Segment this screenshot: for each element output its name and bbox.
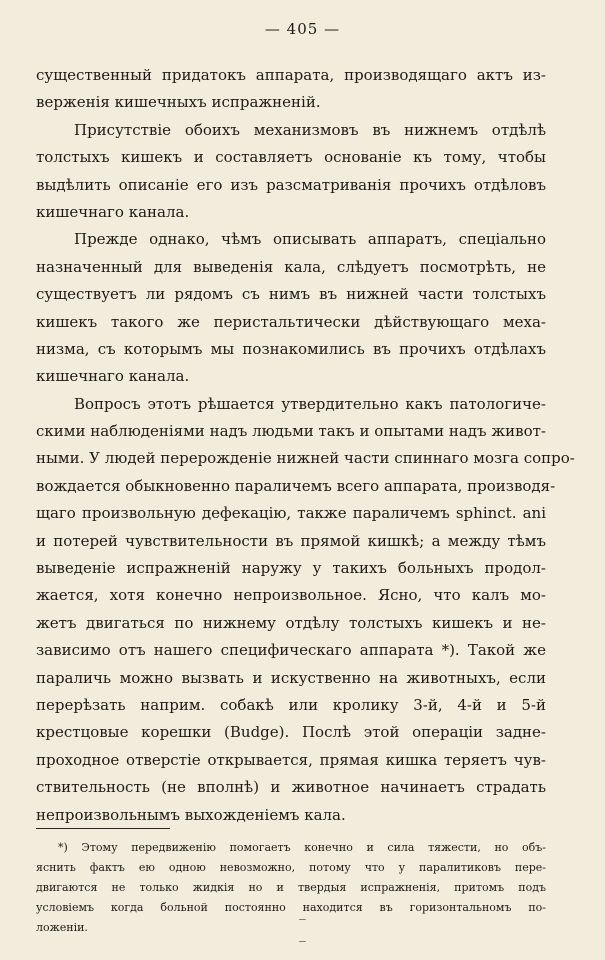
paragraph-start-line: Присутствіе обоихъ механизмовъ въ нижнемъ отдѣлѣ — [74, 120, 546, 139]
page-number: — 405 — — [264, 20, 341, 38]
text-line: толстыхъ кишекъ и составляетъ основаніе къ тому, чтобы — [36, 148, 546, 167]
footnote-line: ложеніи. — [36, 921, 88, 934]
text-line: ными. У людей перерожденіе нижней части спиннаго мозга сопро- — [36, 449, 575, 468]
footnote-line: *) Этому передвиженію помогаетъ конечно и сила тяжести, но объ- — [58, 841, 546, 854]
text-line: скими наблюденіями надъ людьми такъ и опытами надъ живот- — [36, 422, 546, 441]
text-line: кишекъ такого же перистальтически дѣйствующаго меха- — [36, 312, 546, 331]
text-line: кишечнаго канала. — [36, 202, 190, 221]
text-line: непроизвольнымъ выхожденіемъ кала. — [36, 805, 346, 824]
main-text — [36, 62, 575, 829]
text-line: жается, хотя конечно непроизвольное. Ясно, что калъ мо- — [36, 586, 546, 605]
text-line: низма, съ которымъ мы познакомились въ прочихъ отдѣлахъ — [36, 339, 546, 358]
footnote-divider — [36, 828, 170, 829]
footnote-line: условіемъ когда больной постоянно находится въ горизонтальномъ по- — [36, 901, 546, 914]
text-line: жетъ двигаться по нижнему отдѣлу толстыхъ кишекъ и не- — [36, 613, 546, 632]
text-line: крестцовые корешки (Budge). Послѣ этой операціи задне- — [36, 723, 546, 742]
text-line: назначенный для выведенія кала, слѣдуетъ посмотрѣть, не — [36, 257, 546, 276]
footnote-line: яснить фактъ ею одною невозможно, потому что у паралитиковъ пере- — [36, 861, 546, 874]
text-line: выведеніе испражненій наружу у такихъ больныхъ продол- — [36, 559, 546, 578]
bottom-ornament-mark: ‒ — [298, 912, 307, 926]
footnote-line: двигаются не только жидкія но и твердыя испражненія, притомъ подъ — [36, 881, 546, 894]
text-line: существуетъ ли рядомъ съ нимъ въ нижней части толстыхъ — [36, 285, 546, 304]
text-line: существенный придатокъ аппарата, производящаго актъ из- — [36, 66, 546, 84]
text-line: проходное отверстіе открывается, прямая кишка теряетъ чув- — [36, 750, 546, 769]
text-line: зависимо отъ нашего специфическаго аппарата *). Такой же — [36, 641, 546, 660]
text-line: вождается обыкновенно параличемъ всего аппарата, производя- — [36, 476, 556, 495]
paragraph-start-line: Вопросъ этотъ рѣшается утвердительно какъ патологиче- — [74, 394, 546, 413]
text-line: ствительность (не вполнѣ) и животное начинаетъ страдать — [36, 778, 546, 797]
text-line: кишечнаго канала. — [36, 367, 190, 386]
text-line: и потерей чувствительности въ прямой кишкѣ; а между тѣмъ — [36, 531, 546, 550]
bottom-ornament-mark-lower: ‒ — [298, 934, 307, 948]
text-line: выдѣлить описаніе его изъ разсматриванія прочихъ отдѣловъ — [36, 175, 546, 194]
text-line: параличь можно вызвать и искуственно на животныхъ, если — [36, 668, 546, 687]
text-line: щаго произвольную дефекацію, также параличемъ sphinct. ani — [36, 504, 546, 523]
text-line: верженія кишечныхъ испражненій. — [36, 93, 321, 112]
paragraph-start-line: Прежде однако, чѣмъ описывать аппаратъ, спеціально — [74, 230, 546, 249]
text-line: перерѣзать наприм. собакѣ или кролику 3-й, 4-й и 5-й — [36, 695, 546, 714]
